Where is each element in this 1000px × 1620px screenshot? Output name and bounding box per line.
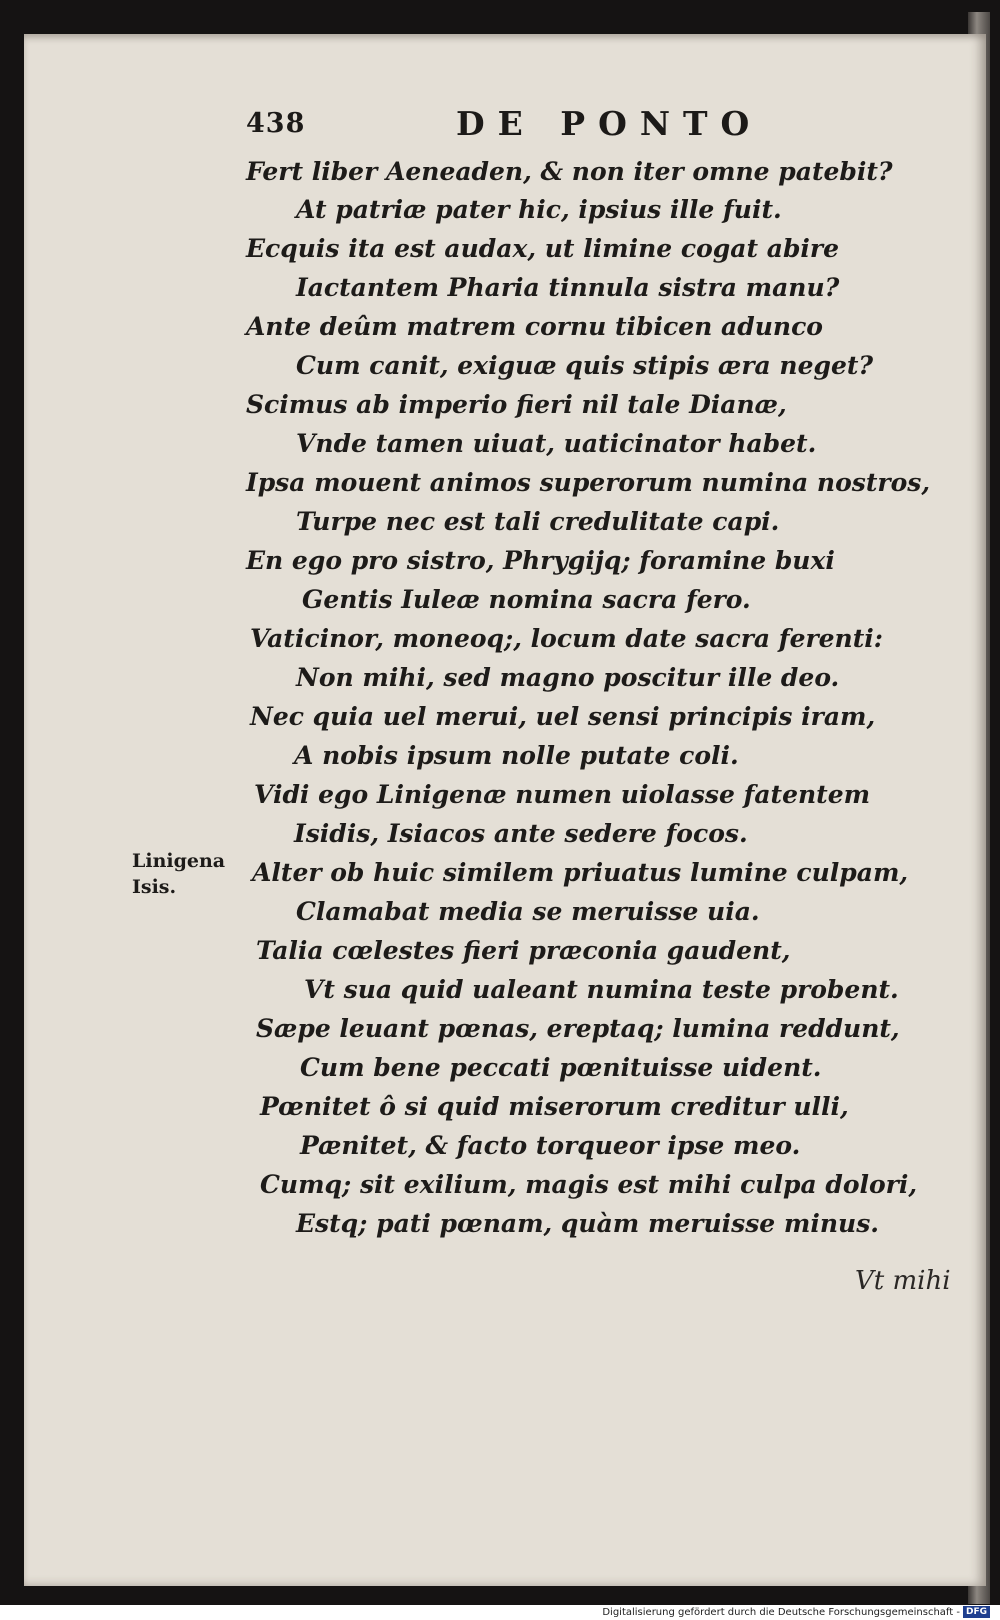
verse-line: Non mihi, sed magno poscitur ille deo. bbox=[296, 663, 840, 692]
verse-line: At patriæ pater hic, ipsius ille fuit. bbox=[296, 195, 782, 224]
margin-note-line: Linigena bbox=[132, 850, 226, 872]
verse-line: Estq; pati pœnam, quàm meruisse minus. bbox=[296, 1209, 879, 1238]
verse-line: Cum bene peccati pœnituisse uident. bbox=[300, 1053, 822, 1082]
catchword: Vt mihi bbox=[855, 1266, 951, 1296]
verse-line: Vidi ego Linigenæ numen uiolasse fatentem bbox=[254, 780, 871, 809]
credit-text: Digitalisierung gefördert durch die Deutsche Forschungsgemeinschaft - bbox=[602, 1606, 960, 1618]
verse-line: Vaticinor, moneoq;, locum date sacra ferenti: bbox=[250, 624, 883, 653]
verse-line: En ego pro sistro, Phrygijq; foramine buxi bbox=[246, 546, 835, 575]
verse-line: Pœnitet ô si quid miserorum creditur ulli, bbox=[260, 1092, 849, 1121]
verse-line: Ante deûm matrem cornu tibicen adunco bbox=[246, 312, 823, 341]
verse-line: Vnde tamen uiuat, uaticinator habet. bbox=[296, 429, 817, 458]
margin-note-line: Isis. bbox=[132, 876, 177, 898]
dfg-logo: DFG bbox=[963, 1606, 990, 1618]
page-number: 438 bbox=[246, 108, 306, 139]
verse-line: A nobis ipsum nolle putate coli. bbox=[294, 741, 739, 770]
verse-line: Cum canit, exiguæ quis stipis æra neget? bbox=[296, 351, 874, 380]
verse-line: Cumq; sit exilium, magis est mihi culpa dolori, bbox=[260, 1170, 918, 1199]
verse-line: Ipsa mouent animos superorum numina nostros, bbox=[246, 468, 931, 497]
verse-line: Talia cœlestes fieri præconia gaudent, bbox=[256, 936, 791, 965]
verse-line: Alter ob huic similem priuatus lumine culpam, bbox=[252, 858, 909, 887]
digitization-credit bbox=[602, 1606, 990, 1618]
verse-line: Isidis, Isiacos ante sedere focos. bbox=[294, 819, 748, 848]
verse-line: Sæpe leuant pœnas, ereptaq; lumina reddunt, bbox=[256, 1014, 900, 1043]
running-title: DE PONTO bbox=[456, 104, 763, 143]
verse-line: Nec quia uel merui, uel sensi principis iram, bbox=[250, 702, 876, 731]
verse-line: Iactantem Pharia tinnula sistra manu? bbox=[296, 273, 840, 302]
verse-line: Gentis Iuleæ nomina sacra fero. bbox=[302, 585, 751, 614]
book-page bbox=[24, 34, 986, 1586]
verse-line: Turpe nec est tali credulitate capi. bbox=[296, 507, 780, 536]
verse-line: Ecquis ita est audax, ut limine cogat abire bbox=[246, 234, 839, 263]
verse-line: Fert liber Aeneaden, & non iter omne patebit? bbox=[246, 157, 893, 186]
margin-note bbox=[132, 848, 225, 900]
verse-line: Vt sua quid ualeant numina teste probent. bbox=[304, 975, 899, 1004]
verse-line: Pænitet, & facto torqueor ipse meo. bbox=[300, 1131, 801, 1160]
verse-line: Clamabat media se meruisse uia. bbox=[296, 897, 760, 926]
verse-line: Scimus ab imperio fieri nil tale Dianæ, bbox=[246, 390, 787, 419]
